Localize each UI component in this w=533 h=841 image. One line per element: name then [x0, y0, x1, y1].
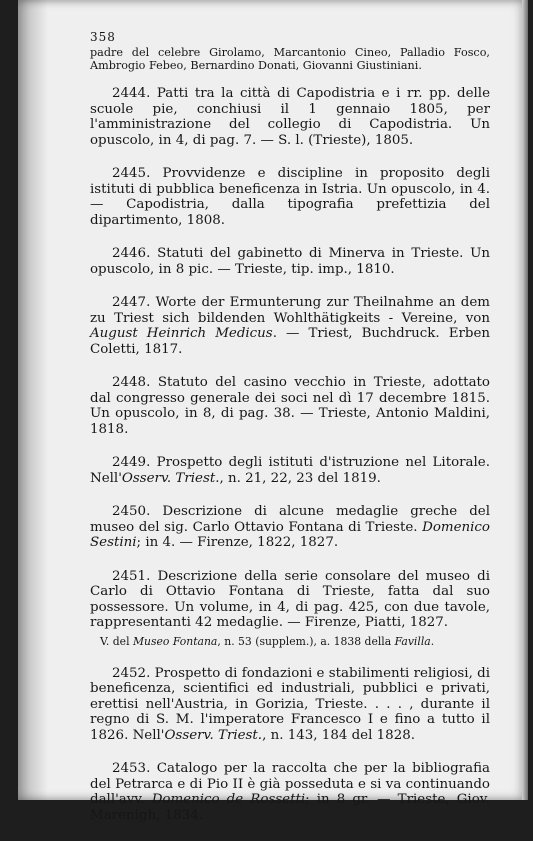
entry-text-tail: . — Triest, Buchdruck. Erben Coletti, 1817.: [90, 326, 491, 357]
entry-text: Descrizione di alcune medaglie greche del museo del sig. Carlo Ottavio Fontana di Trieste.: [90, 504, 490, 535]
entry-number: 2445 .: [90, 166, 162, 181]
entry-text: Descrizione della serie consolare del museo di Carlo di Ottavio Fontana di Trieste, fatta dal suo possessore. Un volume, in 4, di pag. 425, con due tavole, rappresentanti 42 medaglie. — Firenze, Piatti, 1827.: [90, 568, 490, 630]
entry-number: 2449 .: [90, 455, 157, 470]
entry-2448: [90, 375, 490, 437]
entry-periodical: Osserv. Triest.: [121, 470, 220, 486]
note-prefix: V. del: [100, 634, 133, 648]
entry-2451-note: [90, 635, 490, 648]
entry-number: 2447 .: [90, 295, 156, 310]
entry-2444: [90, 86, 490, 148]
entry-number: 2448 .: [90, 375, 158, 390]
entry-number: 2446 .: [90, 246, 157, 261]
entry-number: 2452 .: [90, 666, 155, 681]
entry-text-tail: , n. 21, 22, 23 del 1819.: [219, 470, 381, 486]
entry-2451: [90, 569, 490, 631]
entry-number: 2450 .: [90, 504, 162, 519]
entry-number: 2451 .: [90, 569, 157, 584]
page-number: 358: [90, 30, 116, 44]
entry-2447: [90, 295, 490, 357]
entry-text: Provvidenze e discipline in proposito degli istituti di pubblica beneficenza in Istria. Un opuscolo, in 4. — Capodistria, dalla tipografia prefettizia del dipartimento, 1808.: [90, 166, 490, 228]
entry-number: 2453 .: [90, 761, 157, 776]
note-periodical: Favilla: [394, 634, 431, 648]
entry-text: Statuti del gabinetto di Minerva in Trieste. Un opuscolo, in 8 pic. — Trieste, tip. imp., 1810.: [90, 246, 491, 277]
entry-text: Prospetto di fondazioni e stabilimenti religiosi, di beneficenza, scientifici ed industriali, pubblici e privati, erettisi nell'Austria, in Gorizia, Trieste. . . . , durante il regno di S. M. l'imperatore Francesco I e fino a tutto il 1826. Nell': [90, 665, 490, 743]
entry-text: Statuto del casino vecchio in Trieste, adottato dal congresso generale dei soci nel dì 17 decembre 1815. Un opuscolo, in 8, di pag. 38. — Trieste, Antonio Maldini, 1818.: [90, 375, 490, 437]
entry-2445: [90, 166, 490, 228]
entry-text: Worte der Ermunterung zur Theilnahme an dem zu Triest sich bildenden Wohlthätigkeits - Vereine, von: [90, 295, 490, 326]
note-suffix: .: [430, 634, 435, 648]
entry-text-tail: , n. 143, 184 del 1828.: [262, 727, 415, 743]
entry-number: 2444 .: [90, 86, 157, 101]
entry-2449: [90, 455, 490, 486]
entry-2452: [90, 666, 490, 744]
note-middle: , n. 53 (supplem.), a. 1838 della: [217, 634, 395, 648]
page-content: [90, 30, 490, 841]
page-edge: [522, 0, 528, 800]
note-title: Museo Fontana: [132, 634, 218, 648]
entry-text: Prospetto degli istituti d'istruzione nel Litorale. Nell': [90, 455, 490, 486]
entry-2453: [90, 761, 490, 823]
entry-2446: [90, 246, 490, 277]
entry-2450: [90, 504, 490, 551]
entry-text: Patti tra la città di Capodistria e i rr. pp. delle scuole pie, conchiusi il 1 gennaio 1805, per l'amministrazione del collegio di Capodistria. Un opuscolo, in 4, di pag. 7. — S. l. (Trieste), 1805.: [90, 86, 491, 148]
entry-periodical: Osserv. Triest.: [164, 727, 263, 743]
continuation-text: padre del celebre Girolamo, Marcantonio Cineo, Palladio Fosco, Ambrogio Febeo, Bernardino Donati, Giovanni Giustiniani.: [90, 46, 490, 72]
entry-author: Domenico Sestini: [90, 519, 490, 550]
entry-text: Catalogo per la raccolta che per la bibliografia del Petrarca e di Pio II è già posseduta e si va continuando dall'avv.: [90, 761, 490, 807]
entry-text-tail: ; in 4. — Firenze, 1822, 1827.: [136, 535, 339, 550]
entry-text-tail: ; in 8 gr. — Trieste, Giov. Marenigh, 1834.: [90, 792, 491, 823]
entry-author: August Heinrich Medicus: [90, 326, 273, 341]
entry-author: Domenico de Rossetti: [151, 792, 306, 807]
